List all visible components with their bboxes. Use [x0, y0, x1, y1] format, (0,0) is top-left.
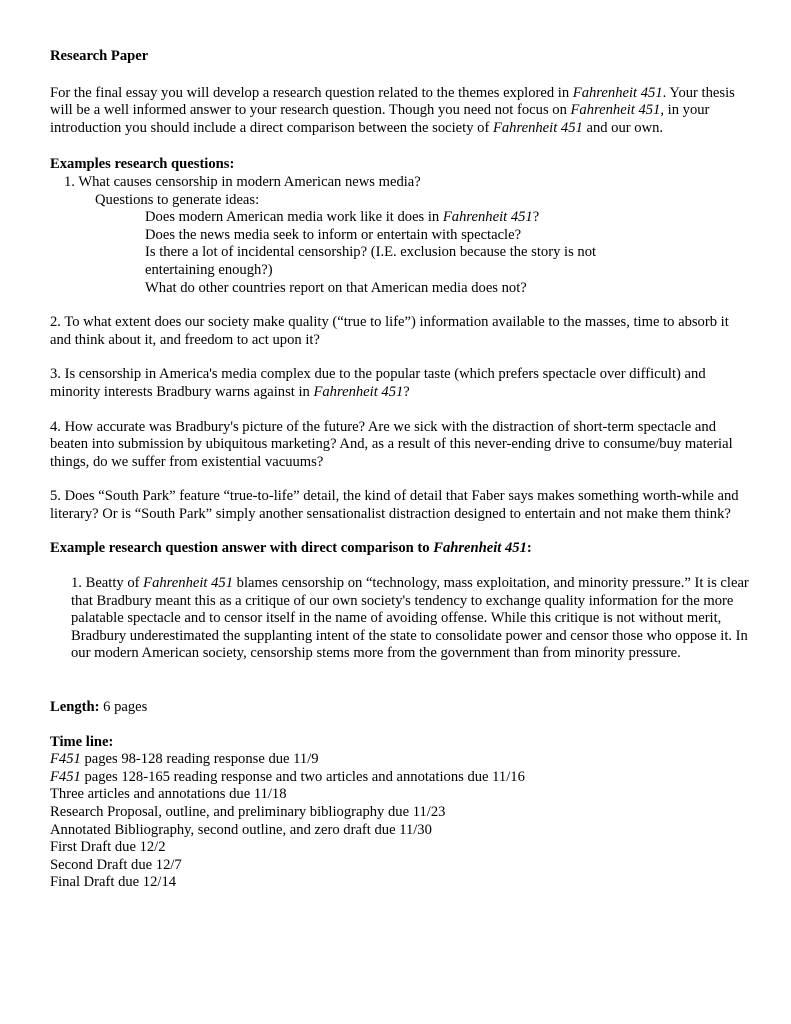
question-3: 3. Is censorship in America's media complex due to the popular taste (which prefers spectacle over difficult) and minority interests Bradbury warns against in Fahrenheit 451?	[50, 366, 706, 400]
intro-paragraph: For the final essay you will develop a research question related to the themes explored in Fahrenheit 451. Your thesis will be a well informed answer to your research question. Though you need not focus on Fahrenheit 451, in your introduction you should include a direct comparison between the society of Fahrenheit 451 and our own.	[50, 84, 735, 136]
examples-heading: Examples research questions:	[50, 156, 235, 173]
question-1: 1. What causes censorship in modern American news media?	[64, 173, 421, 190]
length-value: 6 pages	[99, 699, 148, 716]
timeline-item: Research Proposal, outline, and preliminary bibliography due 11/23	[50, 804, 446, 820]
book-title: Fahrenheit 451	[572, 84, 663, 101]
book-title: Fahrenheit 451	[492, 119, 583, 136]
idea-3: Is there a lot of incidental censorship? (I.E. exclusion because the story is not entertaining enough?)	[145, 244, 597, 278]
timeline-item: F451 pages 128-165 reading response and two articles and annotations due 11/16	[50, 768, 525, 785]
book-title: Fahrenheit 451	[143, 575, 233, 592]
book-abbrev: F451	[50, 751, 81, 768]
timeline-item: Second Draft due 12/7	[50, 856, 182, 873]
idea-1: Does modern American media work like it does in Fahrenheit 451?	[145, 209, 540, 226]
timeline-heading: Time line:	[50, 733, 114, 750]
timeline-item: F451 pages 98-128 reading response due 11/9	[50, 751, 319, 768]
timeline-item: Annotated Bibliography, second outline, and zero draft due 11/30	[50, 821, 432, 838]
question-2: 2. To what extent does our society make quality (“true to life”) information available to the masses, time to absorb it and think about it, and freedom to act upon it?	[50, 314, 729, 348]
timeline-item: Final Draft due 12/14	[50, 874, 177, 891]
book-title: Fahrenheit 451	[313, 383, 404, 400]
timeline-item: First Draft due 12/2	[50, 839, 166, 856]
book-title: Fahrenheit 451,	[570, 102, 665, 119]
document-page	[50, 48, 750, 892]
page-title: Research Paper	[50, 48, 149, 64]
book-title: Fahrenheit 451	[433, 540, 527, 557]
idea-4: What do other countries report on that American media does not?	[145, 279, 527, 296]
book-title: Fahrenheit 451	[442, 209, 533, 226]
answer-paragraph: 1. Beatty of Fahrenheit 451 blames censorship on “technology, mass exploitation, and minority pressure.” It is clear that Bradbury meant this as a critique of our own society's tendency to exchange quality information for the more palatable spectacle and to censor itself in the name of avoiding offense. While this critique is not without merit, Bradbury underestimated the supplanting intent of the state to consolidate power and censor those who oppose it. In our modern American society, censorship stems more from the government than from minority pressure.	[71, 575, 749, 662]
question-5: 5. Does “South Park” feature “true-to-life” detail, the kind of detail that Faber says makes something worth-while and literary? Or is “South Park” simply another sensationalist distraction designed to entertain and not make them think?	[50, 488, 739, 522]
timeline-item: Three articles and annotations due 11/18	[50, 786, 287, 803]
book-abbrev: F451	[50, 768, 81, 785]
length-label: Length:	[50, 699, 100, 716]
question-4: 4. How accurate was Bradbury's picture of the future? Are we sick with the distraction of short-term spectacle and beaten into submission by ubiquitous marketing? And, as a result of this never-ending drive to consume/buy material things, do we suffer from existential vacuums?	[50, 418, 733, 470]
answer-heading: Example research question answer with direct comparison to Fahrenheit 451:	[50, 540, 532, 557]
ideas-label: Questions to generate ideas:	[95, 191, 260, 208]
length-line	[50, 699, 750, 717]
idea-2: Does the news media seek to inform or entertain with spectacle?	[145, 226, 522, 243]
